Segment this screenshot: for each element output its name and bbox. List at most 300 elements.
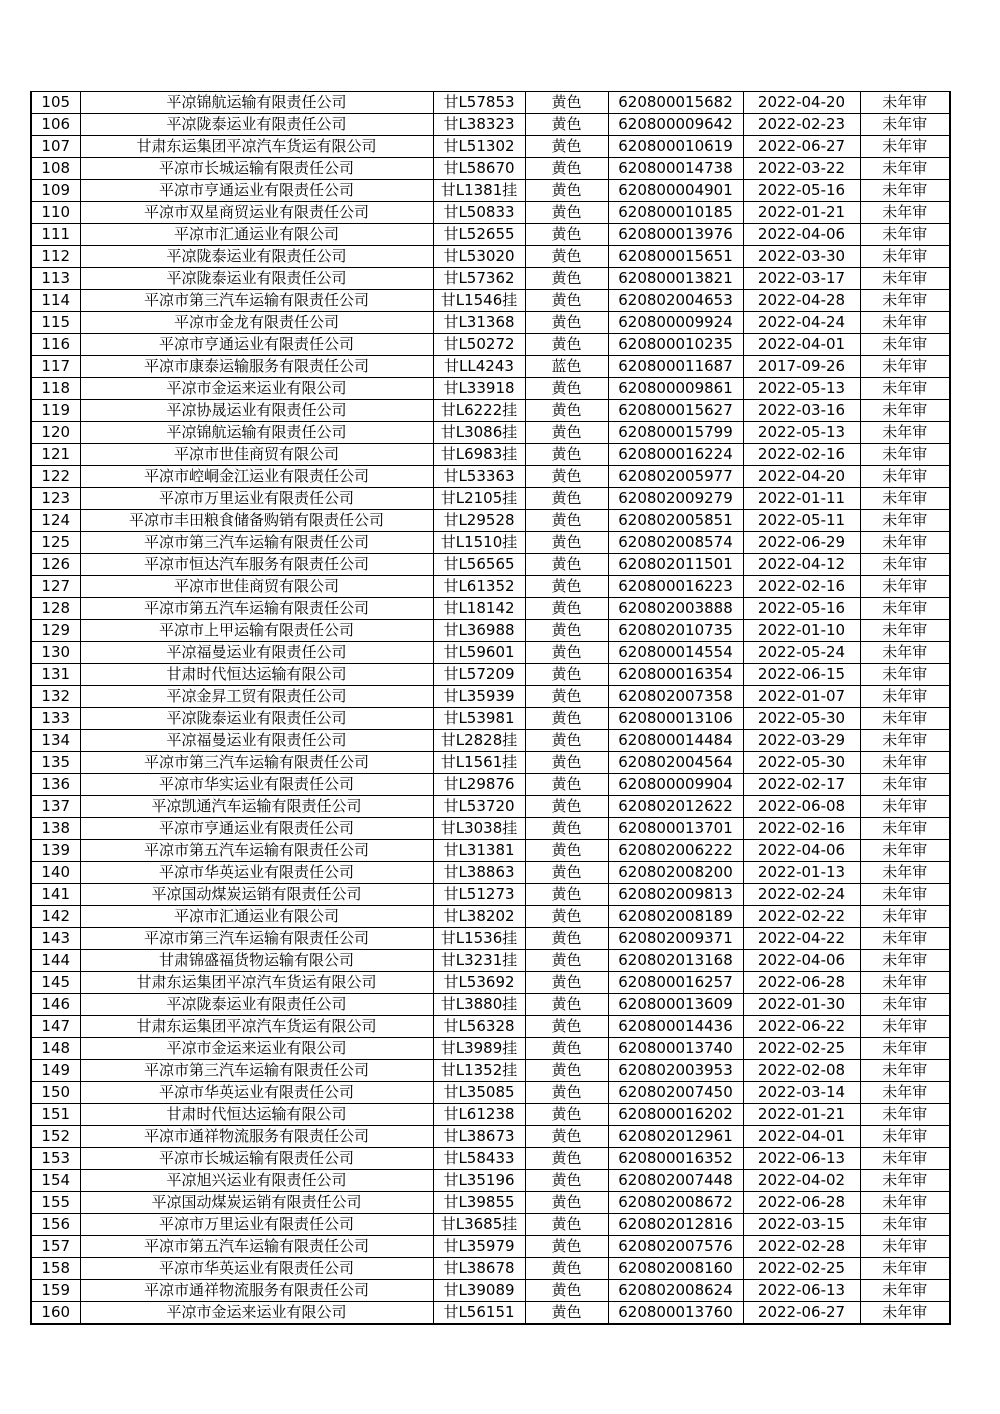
plate-color-cell: 黄色 xyxy=(525,312,608,334)
plate-number-cell: 甘L39855 xyxy=(433,1192,525,1214)
plate-number-cell: 甘L3231挂 xyxy=(433,950,525,972)
permit-number-cell: 620800013740 xyxy=(608,1038,743,1060)
company-name-cell: 平凉市上甲运输有限责任公司 xyxy=(80,620,433,642)
table-row xyxy=(31,400,950,422)
plate-color-cell: 黄色 xyxy=(525,752,608,774)
table-row xyxy=(31,246,950,268)
plate-color-cell: 黄色 xyxy=(525,686,608,708)
expiry-date-cell: 2022-02-22 xyxy=(743,906,860,928)
expiry-date-cell: 2022-01-21 xyxy=(743,1104,860,1126)
row-number-cell: 119 xyxy=(31,400,80,422)
table-row xyxy=(31,642,950,664)
company-name-cell: 平凉市第三汽车运输有限责任公司 xyxy=(80,1060,433,1082)
permit-number-cell: 620802012961 xyxy=(608,1126,743,1148)
plate-color-cell: 黄色 xyxy=(525,92,608,114)
row-number-cell: 139 xyxy=(31,840,80,862)
table-row xyxy=(31,378,950,400)
expiry-date-cell: 2022-03-30 xyxy=(743,246,860,268)
company-name-cell: 平凉市康泰运输服务有限责任公司 xyxy=(80,356,433,378)
permit-number-cell: 620800015682 xyxy=(608,92,743,114)
row-number-cell: 145 xyxy=(31,972,80,994)
expiry-date-cell: 2022-06-22 xyxy=(743,1016,860,1038)
company-name-cell: 平凉市世佳商贸有限公司 xyxy=(80,444,433,466)
expiry-date-cell: 2022-01-21 xyxy=(743,202,860,224)
company-name-cell: 平凉旭兴运业有限责任公司 xyxy=(80,1170,433,1192)
plate-number-cell: 甘L59601 xyxy=(433,642,525,664)
plate-color-cell: 黄色 xyxy=(525,1082,608,1104)
plate-color-cell: 黄色 xyxy=(525,950,608,972)
plate-number-cell: 甘L51273 xyxy=(433,884,525,906)
plate-color-cell: 黄色 xyxy=(525,1170,608,1192)
review-status-cell: 未年审 xyxy=(860,1038,950,1060)
permit-number-cell: 620802009371 xyxy=(608,928,743,950)
expiry-date-cell: 2022-05-30 xyxy=(743,752,860,774)
table-row xyxy=(31,1214,950,1236)
plate-color-cell: 黄色 xyxy=(525,818,608,840)
expiry-date-cell: 2022-04-01 xyxy=(743,1126,860,1148)
plate-number-cell: 甘L56328 xyxy=(433,1016,525,1038)
company-name-cell: 甘肃东运集团平凉汽车货运有限公司 xyxy=(80,972,433,994)
company-name-cell: 平凉市恒达汽车服务有限责任公司 xyxy=(80,554,433,576)
company-name-cell: 平凉市金运来运业有限公司 xyxy=(80,378,433,400)
row-number-cell: 155 xyxy=(31,1192,80,1214)
plate-color-cell: 黄色 xyxy=(525,840,608,862)
permit-number-cell: 620800010235 xyxy=(608,334,743,356)
table-row xyxy=(31,884,950,906)
plate-number-cell: 甘L35196 xyxy=(433,1170,525,1192)
row-number-cell: 105 xyxy=(31,92,80,114)
plate-color-cell: 黄色 xyxy=(525,972,608,994)
permit-number-cell: 620802007450 xyxy=(608,1082,743,1104)
expiry-date-cell: 2022-02-23 xyxy=(743,114,860,136)
table-row xyxy=(31,620,950,642)
plate-color-cell: 黄色 xyxy=(525,334,608,356)
company-name-cell: 平凉陇泰运业有限责任公司 xyxy=(80,994,433,1016)
company-name-cell: 平凉锦航运输有限责任公司 xyxy=(80,92,433,114)
expiry-date-cell: 2022-03-15 xyxy=(743,1214,860,1236)
expiry-date-cell: 2022-04-06 xyxy=(743,224,860,246)
permit-number-cell: 620802004653 xyxy=(608,290,743,312)
review-status-cell: 未年审 xyxy=(860,92,950,114)
row-number-cell: 151 xyxy=(31,1104,80,1126)
permit-number-cell: 620800014738 xyxy=(608,158,743,180)
row-number-cell: 111 xyxy=(31,224,80,246)
plate-number-cell: 甘L1546挂 xyxy=(433,290,525,312)
row-number-cell: 157 xyxy=(31,1236,80,1258)
review-status-cell: 未年审 xyxy=(860,422,950,444)
review-status-cell: 未年审 xyxy=(860,906,950,928)
company-name-cell: 平凉国动煤炭运销有限责任公司 xyxy=(80,884,433,906)
company-name-cell: 平凉市通祥物流服务有限责任公司 xyxy=(80,1126,433,1148)
permit-number-cell: 620800009924 xyxy=(608,312,743,334)
table-row xyxy=(31,972,950,994)
plate-number-cell: 甘L6983挂 xyxy=(433,444,525,466)
permit-number-cell: 620800016202 xyxy=(608,1104,743,1126)
plate-number-cell: 甘L38202 xyxy=(433,906,525,928)
permit-number-cell: 620800016223 xyxy=(608,576,743,598)
company-name-cell: 平凉市丰田粮食储备购销有限责任公司 xyxy=(80,510,433,532)
row-number-cell: 146 xyxy=(31,994,80,1016)
review-status-cell: 未年审 xyxy=(860,114,950,136)
company-name-cell: 平凉市汇通运业有限公司 xyxy=(80,906,433,928)
permit-number-cell: 620802008574 xyxy=(608,532,743,554)
company-name-cell: 平凉市第五汽车运输有限责任公司 xyxy=(80,840,433,862)
expiry-date-cell: 2022-06-27 xyxy=(743,1302,860,1325)
row-number-cell: 121 xyxy=(31,444,80,466)
row-number-cell: 128 xyxy=(31,598,80,620)
permit-number-cell: 620800016352 xyxy=(608,1148,743,1170)
review-status-cell: 未年审 xyxy=(860,444,950,466)
table-row xyxy=(31,686,950,708)
expiry-date-cell: 2022-04-01 xyxy=(743,334,860,356)
plate-number-cell: 甘L57209 xyxy=(433,664,525,686)
review-status-cell: 未年审 xyxy=(860,730,950,752)
plate-number-cell: 甘L38323 xyxy=(433,114,525,136)
plate-color-cell: 黄色 xyxy=(525,114,608,136)
table-row xyxy=(31,334,950,356)
expiry-date-cell: 2022-03-22 xyxy=(743,158,860,180)
table-row xyxy=(31,1280,950,1302)
row-number-cell: 109 xyxy=(31,180,80,202)
table-row xyxy=(31,202,950,224)
review-status-cell: 未年审 xyxy=(860,224,950,246)
permit-number-cell: 620802012816 xyxy=(608,1214,743,1236)
review-status-cell: 未年审 xyxy=(860,1104,950,1126)
table-row xyxy=(31,136,950,158)
review-status-cell: 未年审 xyxy=(860,1192,950,1214)
row-number-cell: 116 xyxy=(31,334,80,356)
expiry-date-cell: 2022-01-10 xyxy=(743,620,860,642)
company-name-cell: 平凉陇泰运业有限责任公司 xyxy=(80,268,433,290)
plate-color-cell: 黄色 xyxy=(525,1060,608,1082)
company-name-cell: 平凉市长城运输有限责任公司 xyxy=(80,1148,433,1170)
row-number-cell: 117 xyxy=(31,356,80,378)
row-number-cell: 106 xyxy=(31,114,80,136)
row-number-cell: 132 xyxy=(31,686,80,708)
table-row xyxy=(31,1258,950,1280)
company-name-cell: 甘肃时代恒达运输有限公司 xyxy=(80,1104,433,1126)
table-row xyxy=(31,1170,950,1192)
company-name-cell: 甘肃锦盛福货物运输有限公司 xyxy=(80,950,433,972)
row-number-cell: 156 xyxy=(31,1214,80,1236)
expiry-date-cell: 2022-01-11 xyxy=(743,488,860,510)
company-name-cell: 甘肃东运集团平凉汽车货运有限公司 xyxy=(80,136,433,158)
expiry-date-cell: 2022-02-16 xyxy=(743,444,860,466)
plate-color-cell: 蓝色 xyxy=(525,356,608,378)
company-name-cell: 平凉市第五汽车运输有限责任公司 xyxy=(80,598,433,620)
plate-color-cell: 黄色 xyxy=(525,1016,608,1038)
row-number-cell: 148 xyxy=(31,1038,80,1060)
table-row xyxy=(31,1148,950,1170)
plate-number-cell: 甘L33918 xyxy=(433,378,525,400)
table-row xyxy=(31,994,950,1016)
table-row xyxy=(31,1302,950,1325)
review-status-cell: 未年审 xyxy=(860,158,950,180)
expiry-date-cell: 2022-05-16 xyxy=(743,180,860,202)
review-status-cell: 未年审 xyxy=(860,1082,950,1104)
company-name-cell: 平凉市通祥物流服务有限责任公司 xyxy=(80,1280,433,1302)
plate-color-cell: 黄色 xyxy=(525,554,608,576)
row-number-cell: 143 xyxy=(31,928,80,950)
permit-number-cell: 620800016354 xyxy=(608,664,743,686)
table-row xyxy=(31,840,950,862)
table-row xyxy=(31,1104,950,1126)
plate-color-cell: 黄色 xyxy=(525,1192,608,1214)
plate-color-cell: 黄色 xyxy=(525,400,608,422)
permit-number-cell: 620802006222 xyxy=(608,840,743,862)
plate-color-cell: 黄色 xyxy=(525,642,608,664)
review-status-cell: 未年审 xyxy=(860,642,950,664)
expiry-date-cell: 2022-03-14 xyxy=(743,1082,860,1104)
plate-number-cell: 甘L53020 xyxy=(433,246,525,268)
company-name-cell: 平凉市华英运业有限责任公司 xyxy=(80,1082,433,1104)
review-status-cell: 未年审 xyxy=(860,620,950,642)
table-row xyxy=(31,598,950,620)
review-status-cell: 未年审 xyxy=(860,576,950,598)
review-status-cell: 未年审 xyxy=(860,818,950,840)
review-status-cell: 未年审 xyxy=(860,598,950,620)
review-status-cell: 未年审 xyxy=(860,994,950,1016)
plate-number-cell: 甘L2828挂 xyxy=(433,730,525,752)
company-name-cell: 平凉市第三汽车运输有限责任公司 xyxy=(80,752,433,774)
plate-number-cell: 甘L36988 xyxy=(433,620,525,642)
row-number-cell: 107 xyxy=(31,136,80,158)
permit-number-cell: 620802004564 xyxy=(608,752,743,774)
plate-color-cell: 黄色 xyxy=(525,246,608,268)
company-name-cell: 平凉市第三汽车运输有限责任公司 xyxy=(80,532,433,554)
plate-color-cell: 黄色 xyxy=(525,1236,608,1258)
table-row xyxy=(31,180,950,202)
plate-number-cell: 甘L1510挂 xyxy=(433,532,525,554)
plate-number-cell: 甘L29528 xyxy=(433,510,525,532)
company-name-cell: 平凉锦航运输有限责任公司 xyxy=(80,422,433,444)
row-number-cell: 150 xyxy=(31,1082,80,1104)
company-name-cell: 平凉市第三汽车运输有限责任公司 xyxy=(80,290,433,312)
expiry-date-cell: 2022-03-29 xyxy=(743,730,860,752)
permit-number-cell: 620802009813 xyxy=(608,884,743,906)
review-status-cell: 未年审 xyxy=(860,928,950,950)
review-status-cell: 未年审 xyxy=(860,1258,950,1280)
plate-number-cell: 甘L57362 xyxy=(433,268,525,290)
table-row xyxy=(31,1016,950,1038)
plate-number-cell: 甘L29876 xyxy=(433,774,525,796)
plate-number-cell: 甘L52655 xyxy=(433,224,525,246)
expiry-date-cell: 2022-04-22 xyxy=(743,928,860,950)
plate-color-cell: 黄色 xyxy=(525,994,608,1016)
expiry-date-cell: 2022-04-24 xyxy=(743,312,860,334)
plate-color-cell: 黄色 xyxy=(525,1280,608,1302)
table-row xyxy=(31,488,950,510)
permit-number-cell: 620802008672 xyxy=(608,1192,743,1214)
table-row xyxy=(31,1126,950,1148)
row-number-cell: 114 xyxy=(31,290,80,312)
plate-number-cell: 甘L38673 xyxy=(433,1126,525,1148)
permit-number-cell: 620802010735 xyxy=(608,620,743,642)
review-status-cell: 未年审 xyxy=(860,136,950,158)
plate-number-cell: 甘L50272 xyxy=(433,334,525,356)
expiry-date-cell: 2022-05-30 xyxy=(743,708,860,730)
plate-number-cell: 甘L3038挂 xyxy=(433,818,525,840)
company-name-cell: 平凉市双星商贸运业有限责任公司 xyxy=(80,202,433,224)
plate-number-cell: 甘L18142 xyxy=(433,598,525,620)
row-number-cell: 123 xyxy=(31,488,80,510)
plate-color-cell: 黄色 xyxy=(525,928,608,950)
plate-color-cell: 黄色 xyxy=(525,1148,608,1170)
plate-number-cell: 甘L31368 xyxy=(433,312,525,334)
table-row xyxy=(31,1236,950,1258)
table-row xyxy=(31,532,950,554)
expiry-date-cell: 2022-06-08 xyxy=(743,796,860,818)
permit-number-cell: 620800016257 xyxy=(608,972,743,994)
review-status-cell: 未年审 xyxy=(860,246,950,268)
row-number-cell: 149 xyxy=(31,1060,80,1082)
expiry-date-cell: 2022-04-06 xyxy=(743,950,860,972)
row-number-cell: 113 xyxy=(31,268,80,290)
plate-number-cell: 甘LL4243 xyxy=(433,356,525,378)
review-status-cell: 未年审 xyxy=(860,1236,950,1258)
row-number-cell: 112 xyxy=(31,246,80,268)
table-row xyxy=(31,422,950,444)
table-row xyxy=(31,554,950,576)
plate-color-cell: 黄色 xyxy=(525,224,608,246)
company-name-cell: 平凉市金运来运业有限公司 xyxy=(80,1302,433,1325)
plate-number-cell: 甘L57853 xyxy=(433,92,525,114)
expiry-date-cell: 2022-04-28 xyxy=(743,290,860,312)
row-number-cell: 158 xyxy=(31,1258,80,1280)
row-number-cell: 140 xyxy=(31,862,80,884)
row-number-cell: 122 xyxy=(31,466,80,488)
permit-number-cell: 620800013701 xyxy=(608,818,743,840)
review-status-cell: 未年审 xyxy=(860,268,950,290)
table-row xyxy=(31,444,950,466)
row-number-cell: 159 xyxy=(31,1280,80,1302)
plate-number-cell: 甘L51302 xyxy=(433,136,525,158)
plate-number-cell: 甘L38678 xyxy=(433,1258,525,1280)
plate-number-cell: 甘L53363 xyxy=(433,466,525,488)
plate-color-cell: 黄色 xyxy=(525,1302,608,1325)
review-status-cell: 未年审 xyxy=(860,840,950,862)
review-status-cell: 未年审 xyxy=(860,554,950,576)
plate-number-cell: 甘L1536挂 xyxy=(433,928,525,950)
plate-color-cell: 黄色 xyxy=(525,730,608,752)
company-name-cell: 平凉市汇通运业有限公司 xyxy=(80,224,433,246)
plate-number-cell: 甘L61238 xyxy=(433,1104,525,1126)
row-number-cell: 142 xyxy=(31,906,80,928)
company-name-cell: 平凉市万里运业有限责任公司 xyxy=(80,488,433,510)
row-number-cell: 126 xyxy=(31,554,80,576)
row-number-cell: 127 xyxy=(31,576,80,598)
table-row xyxy=(31,906,950,928)
company-name-cell: 平凉市金龙有限责任公司 xyxy=(80,312,433,334)
expiry-date-cell: 2022-02-25 xyxy=(743,1038,860,1060)
review-status-cell: 未年审 xyxy=(860,290,950,312)
permit-number-cell: 620802008160 xyxy=(608,1258,743,1280)
table-row xyxy=(31,950,950,972)
row-number-cell: 153 xyxy=(31,1148,80,1170)
plate-color-cell: 黄色 xyxy=(525,532,608,554)
review-status-cell: 未年审 xyxy=(860,1302,950,1325)
table-row xyxy=(31,862,950,884)
company-name-cell: 平凉陇泰运业有限责任公司 xyxy=(80,114,433,136)
expiry-date-cell: 2022-04-06 xyxy=(743,840,860,862)
table-row xyxy=(31,774,950,796)
table-row xyxy=(31,664,950,686)
plate-color-cell: 黄色 xyxy=(525,664,608,686)
table-row xyxy=(31,92,950,114)
permit-number-cell: 620802003953 xyxy=(608,1060,743,1082)
expiry-date-cell: 2022-06-15 xyxy=(743,664,860,686)
permit-number-cell: 620802009279 xyxy=(608,488,743,510)
table-row xyxy=(31,1060,950,1082)
plate-color-cell: 黄色 xyxy=(525,620,608,642)
table-row xyxy=(31,752,950,774)
permit-number-cell: 620800009904 xyxy=(608,774,743,796)
review-status-cell: 未年审 xyxy=(860,356,950,378)
expiry-date-cell: 2022-05-13 xyxy=(743,422,860,444)
company-name-cell: 平凉金昇工贸有限责任公司 xyxy=(80,686,433,708)
expiry-date-cell: 2022-01-07 xyxy=(743,686,860,708)
row-number-cell: 133 xyxy=(31,708,80,730)
plate-number-cell: 甘L56565 xyxy=(433,554,525,576)
plate-number-cell: 甘L38863 xyxy=(433,862,525,884)
company-name-cell: 平凉市第三汽车运输有限责任公司 xyxy=(80,928,433,950)
row-number-cell: 152 xyxy=(31,1126,80,1148)
plate-number-cell: 甘L3880挂 xyxy=(433,994,525,1016)
review-status-cell: 未年审 xyxy=(860,686,950,708)
plate-color-cell: 黄色 xyxy=(525,598,608,620)
review-status-cell: 未年审 xyxy=(860,1170,950,1192)
expiry-date-cell: 2022-06-13 xyxy=(743,1280,860,1302)
company-name-cell: 平凉市金运来运业有限公司 xyxy=(80,1038,433,1060)
permit-number-cell: 620802005851 xyxy=(608,510,743,532)
expiry-date-cell: 2022-06-27 xyxy=(743,136,860,158)
row-number-cell: 147 xyxy=(31,1016,80,1038)
company-name-cell: 平凉陇泰运业有限责任公司 xyxy=(80,708,433,730)
company-name-cell: 平凉市崆峒金江运业有限责任公司 xyxy=(80,466,433,488)
expiry-date-cell: 2022-05-24 xyxy=(743,642,860,664)
table-body xyxy=(31,92,950,1325)
row-number-cell: 108 xyxy=(31,158,80,180)
expiry-date-cell: 2022-04-02 xyxy=(743,1170,860,1192)
expiry-date-cell: 2022-02-16 xyxy=(743,818,860,840)
review-status-cell: 未年审 xyxy=(860,796,950,818)
review-status-cell: 未年审 xyxy=(860,510,950,532)
plate-number-cell: 甘L3685挂 xyxy=(433,1214,525,1236)
expiry-date-cell: 2022-01-13 xyxy=(743,862,860,884)
plate-color-cell: 黄色 xyxy=(525,1104,608,1126)
row-number-cell: 144 xyxy=(31,950,80,972)
plate-color-cell: 黄色 xyxy=(525,268,608,290)
company-name-cell: 平凉福曼运业有限责任公司 xyxy=(80,642,433,664)
expiry-date-cell: 2022-02-28 xyxy=(743,1236,860,1258)
row-number-cell: 138 xyxy=(31,818,80,840)
plate-number-cell: 甘L39089 xyxy=(433,1280,525,1302)
expiry-date-cell: 2022-02-25 xyxy=(743,1258,860,1280)
plate-color-cell: 黄色 xyxy=(525,862,608,884)
table-row xyxy=(31,510,950,532)
company-name-cell: 平凉市第五汽车运输有限责任公司 xyxy=(80,1236,433,1258)
review-status-cell: 未年审 xyxy=(860,708,950,730)
company-name-cell: 平凉市华实运业有限责任公司 xyxy=(80,774,433,796)
expiry-date-cell: 2022-02-24 xyxy=(743,884,860,906)
table-row xyxy=(31,466,950,488)
plate-number-cell: 甘L50833 xyxy=(433,202,525,224)
permit-number-cell: 620802003888 xyxy=(608,598,743,620)
expiry-date-cell: 2022-04-20 xyxy=(743,466,860,488)
row-number-cell: 115 xyxy=(31,312,80,334)
review-status-cell: 未年审 xyxy=(860,1214,950,1236)
expiry-date-cell: 2022-01-30 xyxy=(743,994,860,1016)
